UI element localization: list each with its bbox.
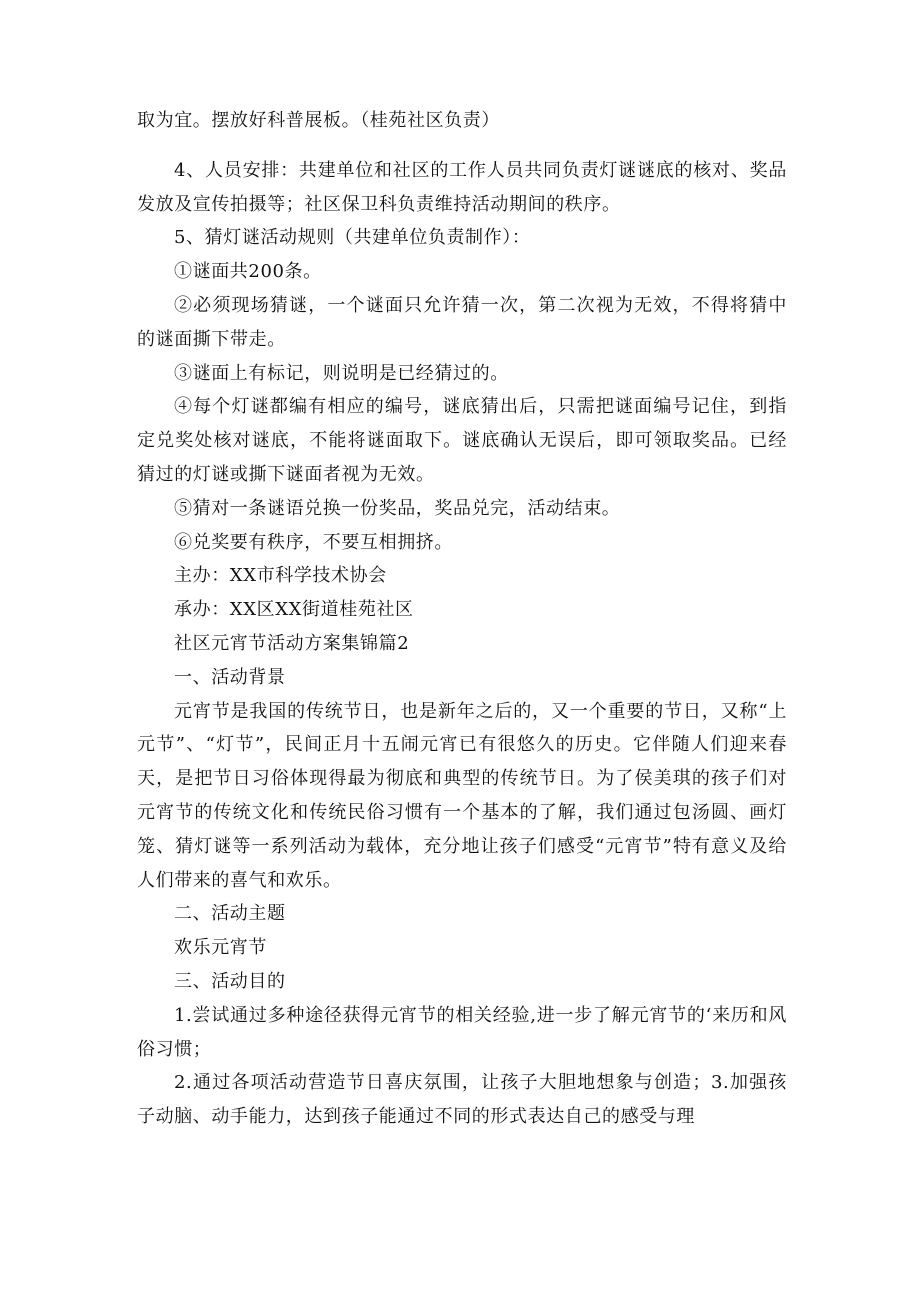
paragraph: 5、猜灯谜活动规则（共建单位负责制作）： xyxy=(174,227,531,249)
list-item: ①谜面共200条。 xyxy=(174,261,322,283)
section-title: 社区元宵节活动方案集锦篇2 xyxy=(174,632,410,654)
paragraph: 取为宜。摆放好科普展板。（桂苑社区负责） xyxy=(137,110,500,131)
paragraph: 4、人员安排：共建单位和社区的工作人员共同负责灯谜谜底的核对、奖品发放及宣传拍摄等；社区保卫科负责维持活动期间的秩序。 xyxy=(137,159,787,215)
paragraph: 元宵节是我国的传统节日，也是新年之后的，又一个重要的节日，又称“上元节”、“灯节”，民间正月十五闹元宵已有很悠久的历史。它伴随人们迎来春天，是把节日习俗体现得最为彻底和典型的传统节日。为了侯美琪的孩子们对元宵节的传统文化和传统民俗习惯有一个基本的了解，我们通过包汤圆、画灯笼、猜灯谜等一系列活动为载体，充分地让孩子们感受“元宵节”特有意义及给人们带来的喜气和欢乐。 xyxy=(137,700,787,891)
organizer-line: 主办：XX市科学技术协会 xyxy=(174,565,387,587)
co-organizer-line: 承办：XX区XX街道桂苑社区 xyxy=(174,599,414,621)
list-item: ②必须现场猜谜，一个谜面只允许猜一次，第二次视为无效，不得将猜中的谜面撕下带走。 xyxy=(137,294,787,350)
paragraph: 欢乐元宵节 xyxy=(174,937,267,959)
list-item: ⑥兑奖要有秩序，不要互相拥挤。 xyxy=(174,531,453,553)
heading: 二、活动主题 xyxy=(174,903,286,925)
heading: 一、活动背景 xyxy=(174,666,286,688)
heading: 三、活动目的 xyxy=(174,970,286,992)
document-body xyxy=(137,104,787,1134)
list-item: ③谜面上有标记，则说明是已经猜过的。 xyxy=(174,362,509,384)
list-item: ⑤猜对一条谜语兑换一份奖品，奖品兑完，活动结束。 xyxy=(174,497,621,519)
list-item: 1.尝试通过多种途径获得元宵节的相关经验,进一步了解元宵节的‘来历和风俗习惯； xyxy=(137,1004,787,1060)
list-item: 2.通过各项活动营造节日喜庆氛围，让孩子大胆地想象与创造；3.加强孩子动脑、动手能力，达到孩子能通过不同的形式表达自己的感受与理 xyxy=(137,1072,787,1128)
list-item: ④每个灯谜都编有相应的编号，谜底猜出后，只需把谜面编号记住，到指定兑奖处核对谜底，不能将谜面取下。谜底确认无误后，即可领取奖品。已经猜过的灯谜或撕下谜面者视为无效。 xyxy=(137,396,787,485)
